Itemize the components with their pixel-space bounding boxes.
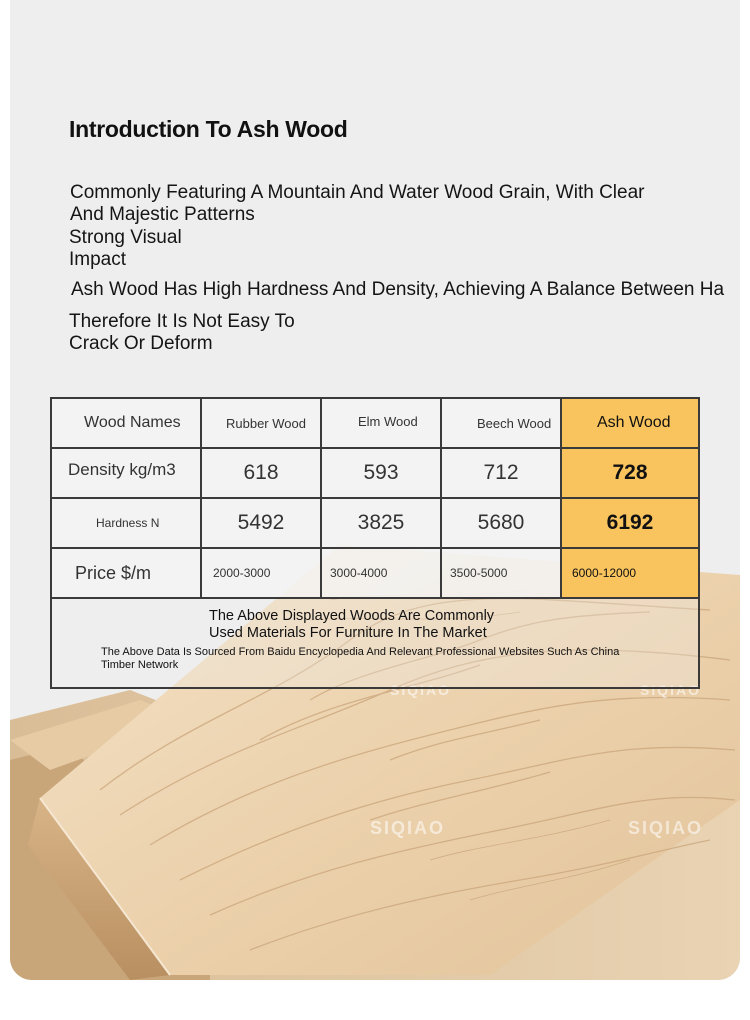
- table-header-elm-wood: Elm Wood: [320, 397, 442, 449]
- intro-paragraph-grain: Commonly Featuring A Mountain And Water Wood Grain, With Clear And Majestic Patterns: [70, 182, 645, 225]
- price-ash-wood: 6000-12000: [560, 547, 700, 599]
- price-rubber-wood: 2000-3000: [200, 547, 322, 599]
- table-header-ash-wood: Ash Wood: [560, 397, 700, 449]
- hardness-elm-wood: 3825: [320, 497, 442, 549]
- intro-paragraph-hardness: Ash Wood Has High Hardness And Density, Achieving A Balance Between Ha: [71, 279, 725, 300]
- table-header-beech-wood: Beech Wood: [440, 397, 562, 449]
- intro-paragraph-durability: Therefore It Is Not Easy To Crack Or Deform: [69, 311, 295, 354]
- watermark: SIQIAO: [370, 818, 446, 838]
- table-header-label: Wood Names: [50, 397, 202, 449]
- intro-paragraph-visual: Strong Visual Impact: [69, 227, 182, 270]
- footnote-source: The Above Data Is Sourced From Baidu Encyclopedia And Relevant Professional Websites Such As China Timber Network: [101, 646, 620, 671]
- density-rubber-wood: 618: [200, 447, 322, 499]
- density-beech-wood: 712: [440, 447, 562, 499]
- content-card: [10, 0, 740, 980]
- density-elm-wood: 593: [320, 447, 442, 499]
- hardness-ash-wood: 6192: [560, 497, 700, 549]
- wood-comparison-table: [50, 397, 700, 689]
- footnote-main: The Above Displayed Woods Are Commonly Used Materials For Furniture In The Market: [209, 608, 495, 641]
- price-elm-wood: 3000-4000: [320, 547, 442, 599]
- table-header-rubber-wood: Rubber Wood: [200, 397, 322, 449]
- hardness-beech-wood: 5680: [440, 497, 562, 549]
- row-label-density: Density kg/m3: [50, 447, 202, 499]
- watermark: SIQIAO: [390, 682, 452, 698]
- row-label-hardness: Hardness N: [50, 497, 202, 549]
- price-beech-wood: 3500-5000: [440, 547, 562, 599]
- watermark: SIQIAO: [640, 682, 702, 698]
- hardness-rubber-wood: 5492: [200, 497, 322, 549]
- table-footnote: [50, 597, 700, 689]
- page-title: Introduction To Ash Wood: [69, 116, 348, 142]
- row-label-price: Price $/m: [50, 547, 202, 599]
- density-ash-wood: 728: [560, 447, 700, 499]
- watermark: SIQIAO: [628, 818, 704, 838]
